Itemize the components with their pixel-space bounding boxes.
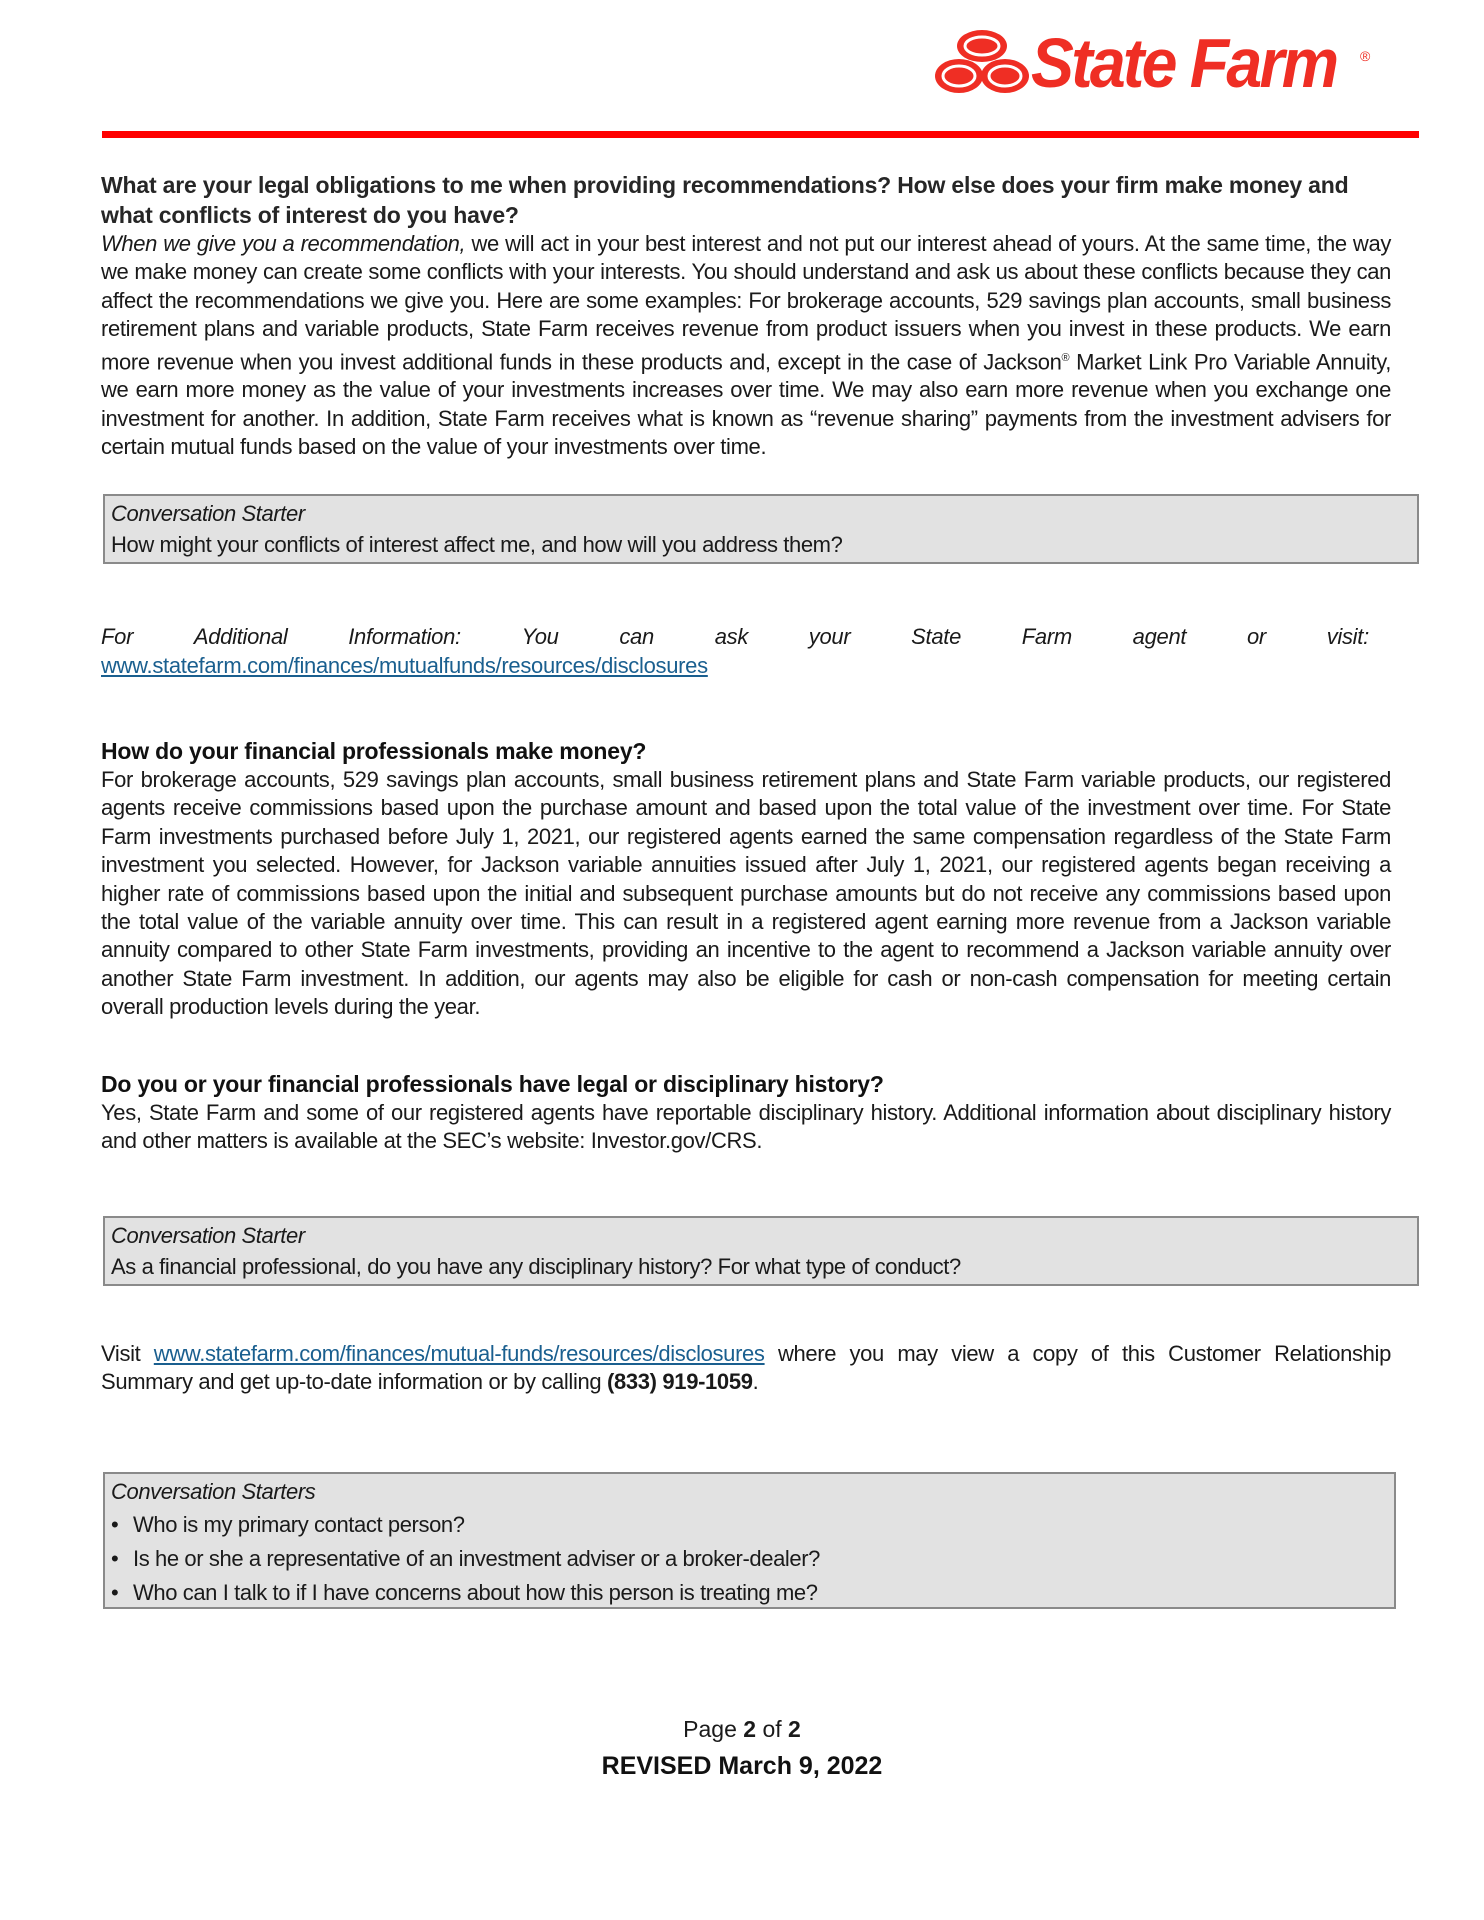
heading-line-1: What are your legal obligations to me when providing recommendations? How else does your firm make money and <box>101 172 1349 198</box>
bullet-icon: • <box>111 1546 119 1571</box>
section-body: For brokerage accounts, 529 savings plan accounts, small business retirement plans and State Farm variable products, our registered agents receive commissions based upon the purchase amount and based upon the total value of the investment over time. For State Farm investments purchased before July 1, 2021, our registered agents earned the same compensation regardless of the State Farm investment you selected. However, for Jackson variable annuities issued after July 1, 2021, our registered agents began receiving a higher rate of commissions based upon the initial and subsequent purchase amounts but do not receive any commissions based upon the total value of the variable annuity over time. This can result in a registered agent earning more revenue from a Jackson variable annuity compared to other State Farm investments, providing an incentive to the agent to recommend a Jackson variable annuity over another State Farm investment. In addition, our agents may also be eligible for cash or non-cash compensation for meeting certain overall production levels during the year. <box>101 767 1391 1020</box>
section-disciplinary-history <box>101 1069 1391 1156</box>
page-of: of <box>756 1716 789 1742</box>
word: Information: <box>348 624 461 649</box>
word: For <box>101 624 134 649</box>
conversation-starter-label: Conversation Starter <box>111 1223 305 1248</box>
body-part-1: we will act in your best interest and not put our interest ahead of yours. At the same time, the way we make money can create some conflicts with your interests. You should understand and ask us about these conflicts because they can affect the recommendations we give you. Here are some examples: For brokerage accounts, 529 savings plan accounts, small business retirement plans and variable products, State Farm receives revenue from product issuers when you invest in these products. We earn more revenue when you invest additional funds in these products and, except in the case of Jackson <box>101 231 1392 374</box>
section-legal-obligations <box>101 170 1391 462</box>
word: You <box>521 624 559 649</box>
section-heading: How do your financial professionals make money? <box>101 738 647 764</box>
section-heading: Do you or your financial professionals have legal or disciplinary history? <box>101 1071 884 1097</box>
page-current: 2 <box>743 1716 757 1742</box>
word: Additional <box>193 624 288 649</box>
page-prefix: Page <box>683 1716 744 1742</box>
heading-line-2: what conflicts of interest do you have? <box>101 202 519 228</box>
visit-prefix: Visit <box>101 1341 154 1366</box>
word: State <box>911 624 962 649</box>
section-professionals-money <box>101 736 1391 1022</box>
visit-middle: where you may view a copy of this Customer Relationship Summary and get up-to-date information or by calling <box>101 1341 1391 1395</box>
brand-wordmark: State Farm <box>1031 24 1337 102</box>
bullet-icon: • <box>111 1580 119 1605</box>
disclosures-link[interactable]: www.statefarm.com/finances/mutualfunds/resources/disclosures <box>101 653 708 678</box>
conversation-starter-box <box>103 494 1419 564</box>
section-body: Yes, State Farm and some of our registered agents have reportable disciplinary history. Additional information about disciplinary history and other matters is available at the SEC’s website: Investor.gov/CRS. <box>101 1100 1391 1154</box>
phone-number[interactable]: (833) 919-1059 <box>607 1369 753 1395</box>
conversation-starters-box <box>103 1472 1396 1609</box>
revised-date: REVISED March 9, 2022 <box>601 1752 883 1780</box>
visit-suffix: . <box>752 1369 759 1395</box>
word: Farm <box>1021 624 1072 649</box>
page-total: 2 <box>788 1716 801 1742</box>
word: ask <box>714 624 749 649</box>
conversation-starter-box <box>103 1216 1419 1286</box>
state-farm-logo <box>935 24 1363 102</box>
intro-italic: When we give you a recommendation, <box>101 231 466 256</box>
three-ovals-logo-icon <box>935 29 1029 97</box>
registered-mark: ® <box>1360 48 1371 64</box>
word: can <box>619 624 654 649</box>
additional-information-line <box>101 622 1369 652</box>
word: your <box>808 624 851 649</box>
list-item-text: Is he or she a representative of an investment adviser or a broker-dealer? <box>133 1546 821 1571</box>
header-red-rule <box>102 131 1419 138</box>
list-item <box>111 1542 1388 1576</box>
registered-mark: ® <box>1061 351 1070 364</box>
bullet-icon: • <box>111 1512 119 1537</box>
word: agent <box>1132 624 1187 649</box>
list-item-text: Who can I talk to if I have concerns about how this person is treating me? <box>133 1580 818 1605</box>
section-heading <box>101 170 1391 230</box>
mutual-funds-disclosures-link[interactable]: www.statefarm.com/finances/mutual-funds/resources/disclosures <box>153 1341 765 1366</box>
conversation-starters-label: Conversation Starters <box>111 1479 316 1504</box>
conversation-starter-question: How might your conflicts of interest affect me, and how will you address them? <box>111 532 843 557</box>
body-part-2: Market Link Pro Variable Annuity, we earn more money as the value of your investments increases over time. We may also earn more revenue when you exchange one investment for another. In addition, State Farm receives what is known as “revenue sharing” payments from the investment advisers for certain mutual funds based on the value of your investments over time. <box>101 348 1391 460</box>
word: or <box>1246 624 1266 649</box>
page-number <box>0 1714 1484 1744</box>
conversation-starter-question: As a financial professional, do you have any disciplinary history? For what type of conduct? <box>111 1254 961 1279</box>
conversation-starter-label: Conversation Starter <box>111 501 305 526</box>
section-body <box>101 230 1391 462</box>
list-item <box>111 1576 1388 1610</box>
list-item <box>111 1508 1388 1542</box>
visit-paragraph <box>101 1340 1391 1397</box>
word: visit: <box>1326 624 1369 649</box>
list-item-text: Who is my primary contact person? <box>133 1512 465 1537</box>
